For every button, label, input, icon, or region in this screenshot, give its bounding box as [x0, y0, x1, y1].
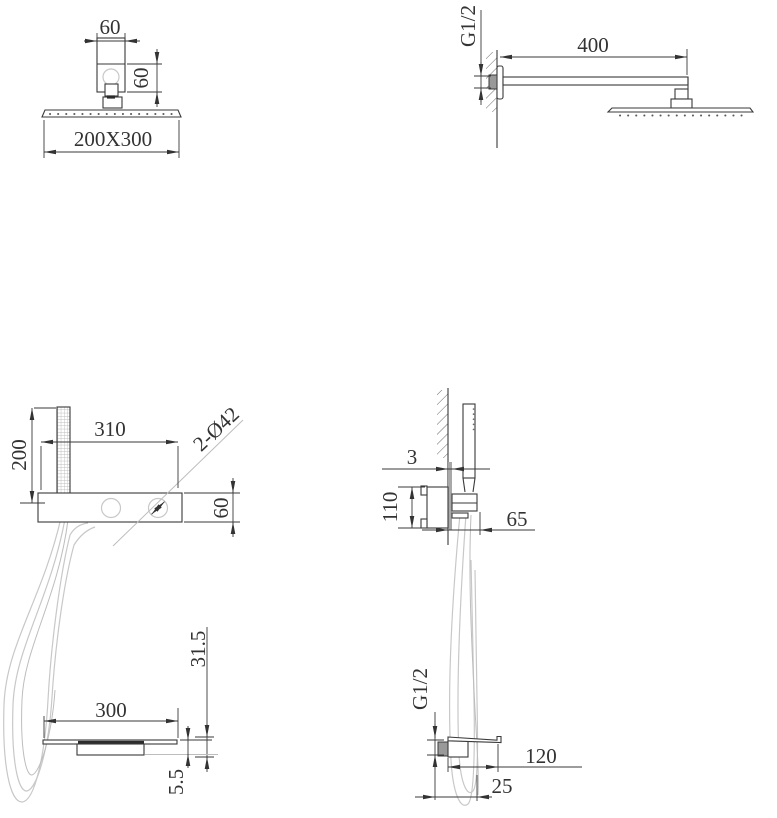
dim-label-offset: 25 [491, 774, 513, 798]
arm-flange [497, 66, 503, 99]
dim-label-panel-height: 60 [209, 497, 233, 519]
dim-label-arm-thread: G1/2 [456, 5, 480, 47]
dim-label-head-plate: 200X300 [73, 127, 153, 151]
head-mount-block [103, 97, 122, 108]
hose-outlet [452, 513, 468, 518]
thread-connector [489, 75, 497, 89]
wall-hatch [437, 390, 448, 458]
dim-label-panel-width: 310 [94, 417, 126, 441]
hand-shower-hose-right [450, 514, 479, 805]
spout-body [448, 740, 468, 757]
hand-shower-side [463, 404, 475, 478]
shower-head-plate-side [608, 108, 753, 112]
hand-shower-front [57, 407, 70, 500]
dim-label-depth: 65 [506, 507, 528, 531]
mount-ear-bottom [421, 519, 427, 528]
arm-elbow [675, 89, 688, 99]
view-panel-side [378, 388, 535, 545]
dim-label-handshower-height: 200 [7, 439, 31, 471]
spout-underbody [77, 744, 144, 755]
dim-label-mount-height: 60 [129, 67, 153, 89]
view-panel-front [7, 402, 244, 546]
shower-arm [503, 77, 688, 85]
view-spout-side [408, 668, 582, 801]
dim-label-spout-length: 120 [525, 744, 557, 768]
shower-head-plate-front [42, 110, 181, 117]
view-overhead-side [456, 5, 753, 148]
dim-label-panel-thickness: 3 [406, 445, 418, 469]
panel-edge [448, 462, 452, 530]
dim-label-mount-width: 60 [99, 15, 121, 39]
dim-label-arm-length: 400 [577, 33, 609, 57]
view-overhead-front [42, 15, 181, 158]
dim-label-spout-thread: G1/2 [408, 668, 432, 710]
dim-label-holes: 2-Ø42 [188, 401, 244, 457]
head-pivot-block [671, 99, 692, 108]
dim-label-spout-width: 300 [95, 698, 127, 722]
in-wall-valve-body [427, 487, 448, 528]
dim-label-valve-height: 110 [378, 491, 402, 523]
dim-label-lip: 5.5 [164, 768, 188, 796]
hand-shower-hose-left [4, 518, 95, 802]
view-spout-front [43, 627, 218, 795]
thread-connector [438, 742, 448, 756]
dim-label-drop: 31.5 [186, 630, 210, 668]
